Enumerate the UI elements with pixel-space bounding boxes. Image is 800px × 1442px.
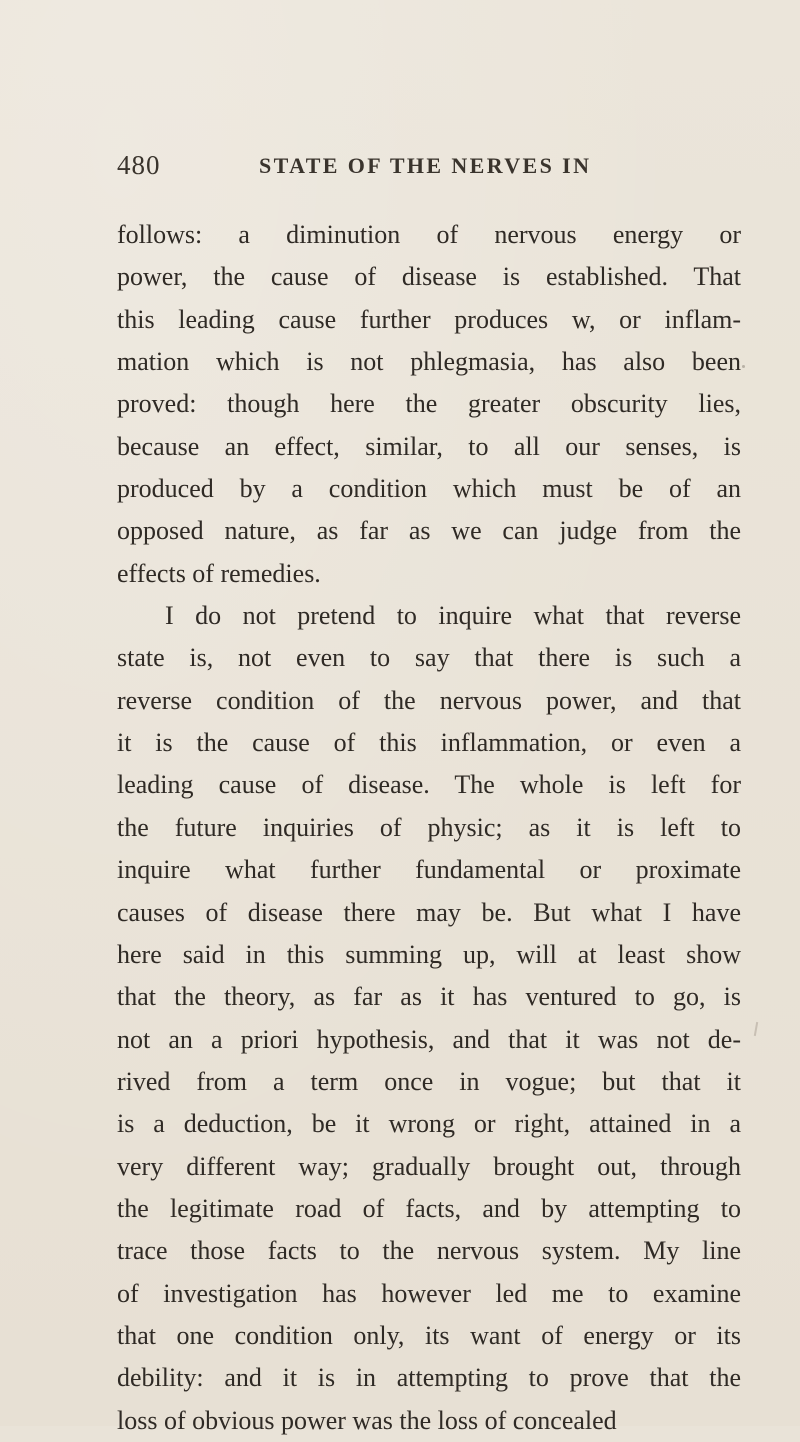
text-line: the legitimate road of facts, and by attempting to (117, 1193, 741, 1223)
paper-speck (742, 365, 745, 368)
text-line: the future inquiries of physic; as it is left to (117, 812, 741, 842)
text-line: this leading cause further produces w, or inflam- (117, 304, 741, 334)
text-line: follows: a diminution of nervous energy or (117, 220, 741, 249)
text-line: because an effect, similar, to all our senses, is (117, 431, 741, 461)
text-line: loss of obvious power was the loss of concealed (117, 1405, 617, 1435)
body-text (117, 214, 741, 1442)
text-line: leading cause of disease. The whole is left for (117, 770, 741, 800)
running-title: STATE OF THE NERVES IN (259, 153, 592, 178)
text-line: debility: and it is in attempting to prove that the (117, 1363, 741, 1393)
text-line: here said in this summing up, will at least show (117, 939, 741, 969)
text-line: causes of disease there may be. But what I have (117, 897, 741, 927)
text-line: that one condition only, its want of energy or its (117, 1320, 741, 1350)
text-line: it is the cause of this inflammation, or even a (117, 728, 741, 758)
text-line: produced by a condition which must be of an (117, 474, 741, 504)
text-line: trace those facts to the nervous system. My line (117, 1236, 741, 1266)
text-line: reverse condition of the nervous power, and that (117, 685, 741, 715)
text-line: state is, not even to say that there is such a (117, 643, 741, 673)
text-line: effects of remedies. (117, 558, 321, 588)
paper-mark (754, 1022, 758, 1036)
page-number: 480 (117, 150, 161, 180)
text-line: inquire what further fundamental or proximate (117, 855, 741, 885)
text-line: rived from a term once in vogue; but that it (117, 1066, 741, 1096)
text-line: very different way; gradually brought out, through (117, 1151, 741, 1181)
text-line: proved: though here the greater obscurity lies, (117, 389, 741, 419)
text-line: I do not pretend to inquire what that reverse (165, 601, 741, 631)
text-line: mation which is not phlegmasia, has also been (117, 347, 741, 377)
text-line: opposed nature, as far as we can judge from the (117, 516, 741, 546)
text-line: that the theory, as far as it has ventured to go, is (117, 982, 741, 1012)
text-line: of investigation has however led me to examine (117, 1278, 741, 1308)
text-line: power, the cause of disease is established. That (117, 262, 741, 292)
text-line: not an a priori hypothesis, and that it was not de- (117, 1024, 741, 1054)
text-line: is a deduction, be it wrong or right, attained in a (117, 1109, 741, 1139)
running-head (117, 150, 737, 190)
